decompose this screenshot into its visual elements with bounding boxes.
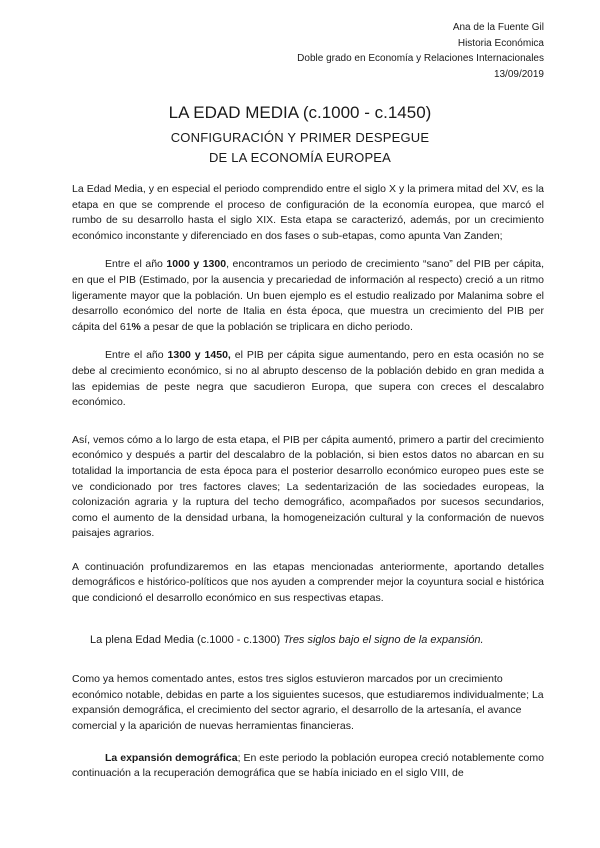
phase-one-years: 1000 y 1300 [166,258,227,271]
course-name: Historia Económica [457,37,544,49]
paragraph-outline: A continuación profundizaremos en las etapas mencionadas anteriormente, aportando detalles demográficos e histórico-políticos que nos ayuden a comprender mejor la coyuntura social e histórica que condicionó el desarrollo económico en sus respectivas etapas. [72,560,544,605]
paragraph-demography: La expansión demográfica; En este periodo la población europea creció notablemente como continuación a la recuperación demográfica que se había iniciado en el siglo VIII, de [72,751,544,780]
document-body [72,182,544,795]
document-header [297,20,544,82]
degree-name: Doble grado en Economía y Relaciones Internacionales [297,53,544,64]
phase-two-years: 1300 y 1450, [167,349,231,362]
document-date: 13/09/2019 [493,68,544,80]
paragraph-summary: Así, vemos cómo a lo largo de esta etapa, el PIB per cápita aumentó, primero a partir del crecimiento económico y después a partir del descalabro de la población, si bien estos datos no abarcan en su totalidad la importancia de esta época para el posterior desarrollo económico europeo pues este se ve condicionado por tres factores claves; La sedentarización de las sociedades europeas, la colonización agraria y la ruptura del techo demográfico, acompañados por sucesos secundarios, como el aumento de la densidad urbana, la homogeneización cultural y la conformación de nuevos paisajes agrarios. [72,433,544,540]
paragraph-expansion: Como ya hemos comentado antes, estos tres siglos estuvieron marcados por un crecimiento económico notable, debidas en parte a los siguientes sucesos, que estudiaremos individualmente; La expansión demográfica, el crecimiento del sector agrario, el desarrollo de la artesanía, el avance comercial y la aparición de nuevas herramientas financieras. [72,673,544,733]
demography-term: La expansión demográfica [105,751,238,764]
paragraph-phase-one: Entre el año 1000 y 1300, encontramos un periodo de crecimiento “sano” del PIB per cápita, en que el PIB (Estimado, por la ausencia y precariedad de información al respecto) creció a un ritmo ligeramente mayor que la población. Un buen ejemplo es el estudio realizado por Malanima sobre el desarrollo económico del norte de Italia en ésta época, que muestra un crecimiento del PIB per cápita del 61% a pesar de que la población se triplicara en dicho periodo. [72,258,544,333]
document-title: LA EDAD MEDIA (c.1000 - c.1450) [168,103,432,122]
paragraph-intro: La Edad Media, y en especial el periodo comprendido entre el siglo X y la primera mitad del XV, es la etapa en que se comprende el proceso de configuración de la economía europea, que marcó el rumbo de su desarrollo hasta el siglo XIX. Esta etapa se caracterizó, además, por un crecimiento económico inconstante y diferenciado en dos fases o sub-etapas, como apunta Van Zanden; [72,183,544,242]
section-heading: La plena Edad Media (c.1000 - c.1300) Tres siglos bajo el signo de la expansión. [90,633,484,646]
paragraph-phase-two: Entre el año 1300 y 1450, el PIB per cápita sigue aumentando, pero en esta ocasión no se debe al crecimiento económico, si no al abrupto descenso de la población debido en gran medida a las epidemias de peste negra que sacudieron Europa, que supera con creces el descalabro económico. [72,349,544,409]
section-heading-italic: Tres siglos bajo el signo de la expansión. [283,633,484,646]
document-subtitle: CONFIGURACIÓN Y PRIMER DESPEGUE DE LA ECONOMÍA EUROPEA [170,130,430,165]
author-name: Ana de la Fuente Gil [452,22,544,33]
